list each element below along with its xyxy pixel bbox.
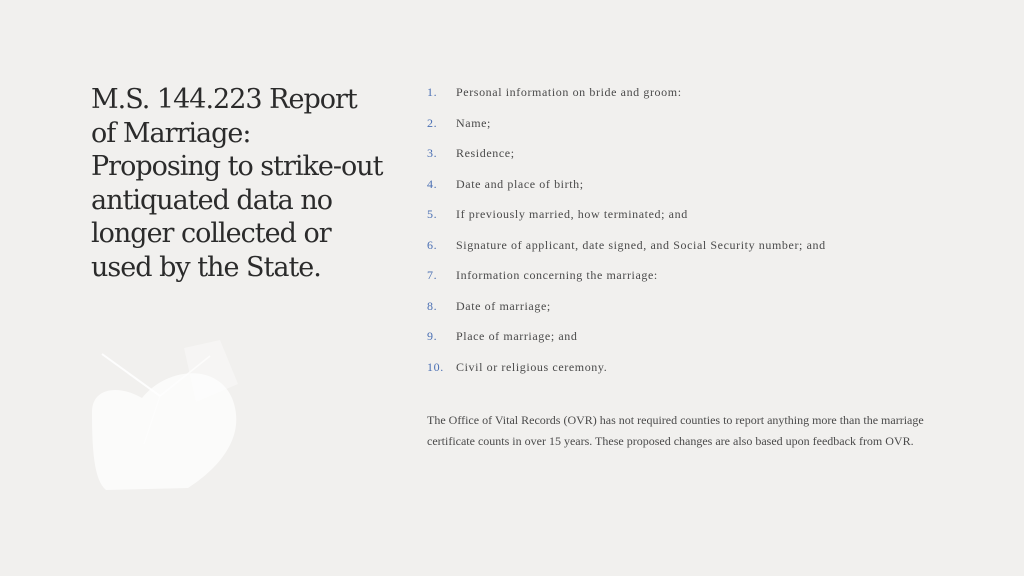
list-text: Date and place of birth; <box>456 176 584 191</box>
list-text: Personal information on bride and groom: <box>456 85 682 99</box>
title-line: used by the State. <box>91 251 321 283</box>
list-item <box>427 116 826 147</box>
requirements-list <box>427 85 826 390</box>
list-number: 10. <box>427 359 444 374</box>
list-text: Date of marriage; <box>456 298 551 313</box>
list-number: 4. <box>427 176 438 191</box>
slide-title <box>91 83 391 285</box>
list-number: 5. <box>427 207 438 221</box>
list-item <box>427 268 826 299</box>
title-line: antiquated data no <box>91 184 332 216</box>
decorative-leaf-shape <box>88 340 248 490</box>
list-text: Name; <box>456 115 491 130</box>
list-item <box>427 177 826 208</box>
list-text: Residence; <box>456 146 515 160</box>
list-item <box>427 207 826 238</box>
list-number: 1. <box>427 85 438 99</box>
list-item <box>427 238 826 269</box>
title-line: longer collected or <box>91 218 331 250</box>
list-item <box>427 360 826 391</box>
list-item <box>427 146 826 177</box>
list-text: Civil or religious ceremony. <box>456 359 608 374</box>
title-line: M.S. 144.223 Report <box>91 84 357 115</box>
title-line: Proposing to strike-out <box>91 151 383 183</box>
list-text: Place of marriage; and <box>456 329 578 343</box>
list-text: If previously married, how terminated; and <box>456 207 688 221</box>
list-item <box>427 329 826 360</box>
list-item <box>427 299 826 330</box>
list-number: 7. <box>427 268 438 282</box>
list-item <box>427 85 826 116</box>
list-number: 2. <box>427 115 438 130</box>
list-number: 6. <box>427 237 438 252</box>
list-number: 3. <box>427 146 438 160</box>
ovr-note-paragraph: The Office of Vital Records (OVR) has not required counties to report anything more than the marriage certificate counts in over 15 years. These proposed changes are also based upon feedback from OVR. <box>427 413 924 448</box>
title-line: of Marriage: <box>91 117 251 149</box>
list-text: Information concerning the marriage: <box>456 268 658 282</box>
list-number: 9. <box>427 329 438 343</box>
list-text: Signature of applicant, date signed, and Social Security number; and <box>456 237 826 252</box>
list-number: 8. <box>427 298 438 313</box>
